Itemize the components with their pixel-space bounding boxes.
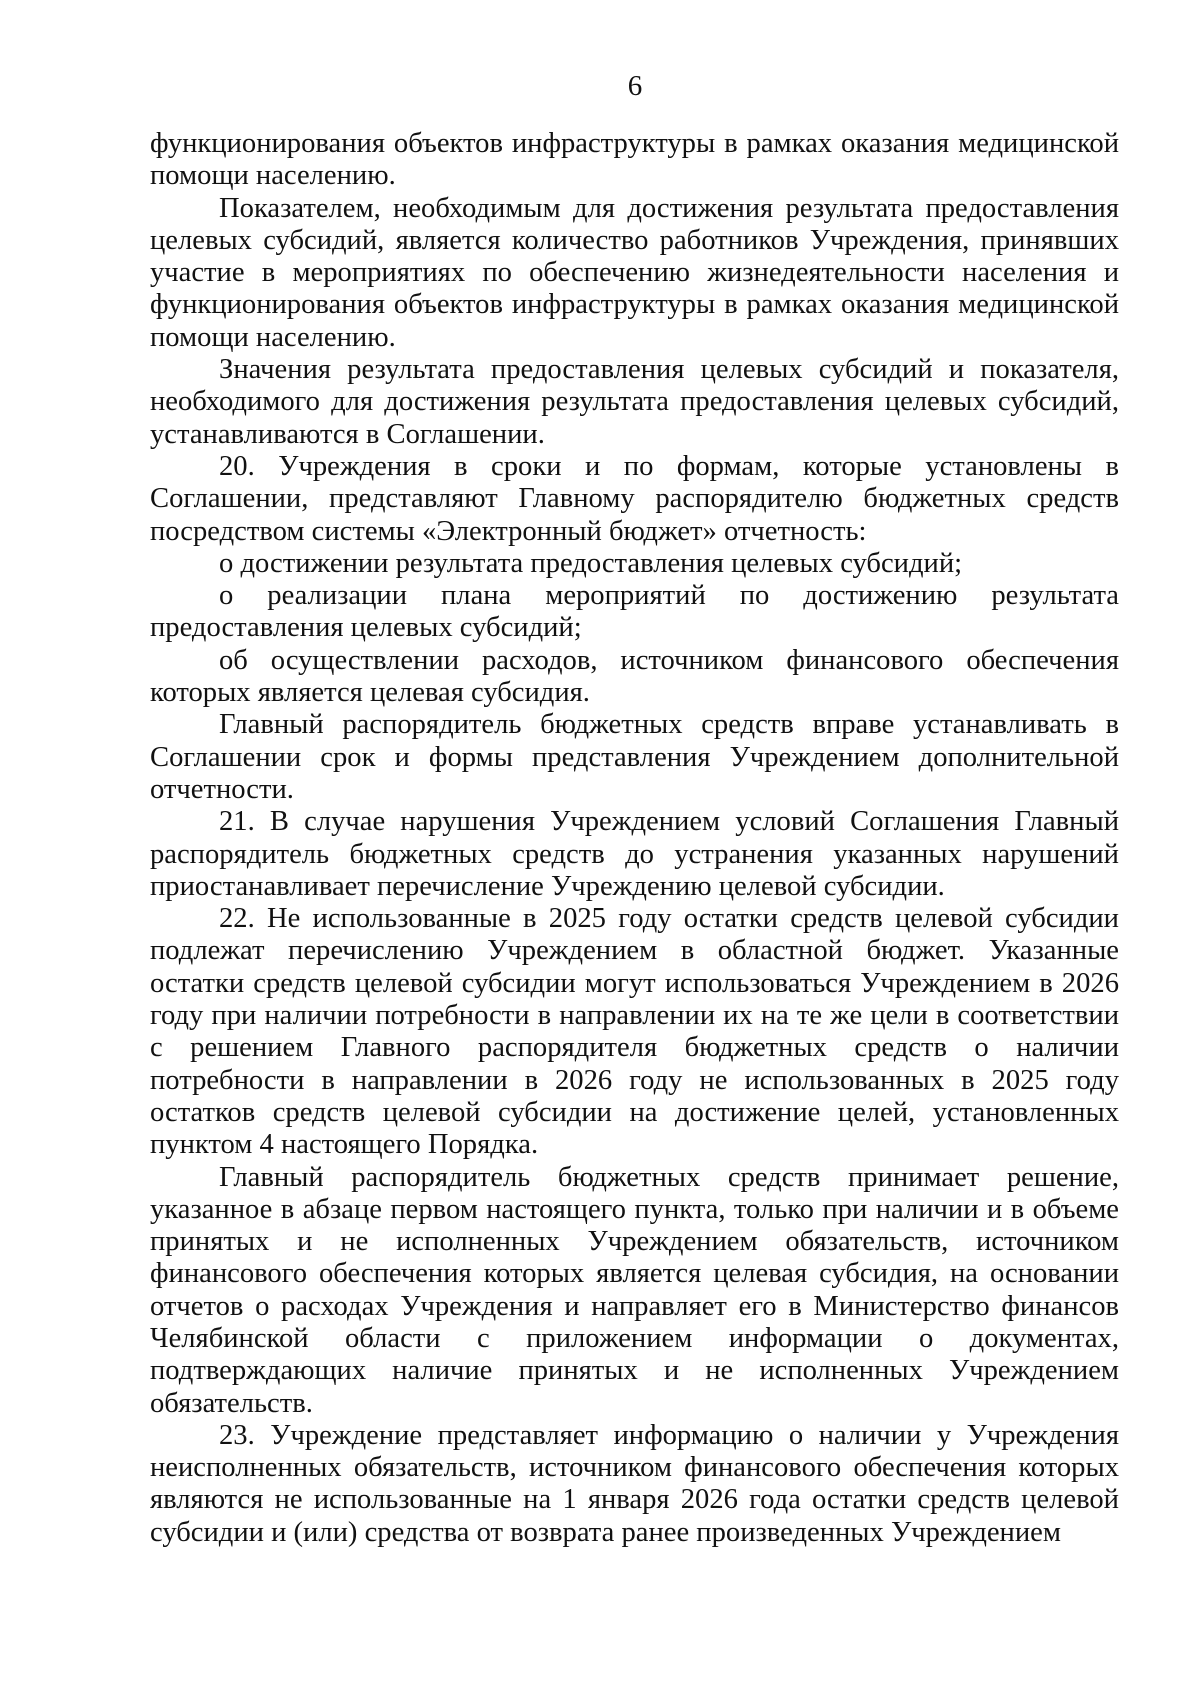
document-body	[150, 128, 1119, 1549]
paragraph-indicator: Показателем, необходимым для достижения результата предоставления целевых субсидий, является количество работников Учреждения, принявших участие в мероприятиях по обеспечению жизнедеятельности населения и функционирования объектов инфраструктуры в рамках оказания медицинской помощи населению.	[150, 192, 1119, 353]
paragraph-clause-20: 20. Учреждения в сроки и по формам, которые установлены в Соглашении, представляют Главному распорядителю бюджетных средств посредством системы «Электронный бюджет» отчетность:	[150, 450, 1119, 547]
paragraph-report-item-1: о достижении результата предоставления целевых субсидий;	[219, 547, 963, 579]
paragraph-clause-21: 21. В случае нарушения Учреждением условий Соглашения Главный распорядитель бюджетных средств до устранения указанных нарушений приостанавливает перечисление Учреждению целевой субсидии.	[150, 806, 1119, 902]
paragraph-clause-23: 23. Учреждение представляет информацию о наличии у Учреждения неисполненных обязательств, источником финансового обеспечения которых являются не использованные на 1 января 2026 года остатки средств целевой субсидии и (или) средства от возврата ранее произведенных Учреждением	[150, 1419, 1119, 1548]
paragraph-values: Значения результата предоставления целевых субсидий и показателя, необходимого для достижения результата предоставления целевых субсидий, устанавливаются в Соглашении.	[150, 354, 1119, 450]
paragraph-clause-22: 22. Не использованные в 2025 году остатки средств целевой субсидии подлежат перечислению Учреждением в областной бюджет. Указанные остатки средств целевой субсидии могут использоваться Учреждением в 2026 году при наличии потребности в направлении их на те же цели в соответствии с решением Главного распорядителя бюджетных средств о наличии потребности в направлении в 2026 году не использованных в 2025 году остатков средств целевой субсидии на достижение целей, установленных пунктом 4 настоящего Порядка.	[150, 903, 1119, 1161]
page-number: 6	[627, 70, 643, 102]
paragraph-report-item-2: о реализации плана мероприятий по достижению результата предоставления целевых субсидий;	[150, 580, 1119, 644]
paragraph-additional-reporting: Главный распорядитель бюджетных средств вправе устанавливать в Соглашении срок и формы представления Учреждением дополнительной отчетности.	[150, 709, 1119, 805]
paragraph-continuation: функционирования объектов инфраструктуры в рамках оказания медицинской помощи населению.	[150, 128, 1119, 192]
paragraph-report-item-3: об осуществлении расходов, источником финансового обеспечения которых является целевая субсидия.	[150, 644, 1119, 709]
paragraph-decision: Главный распорядитель бюджетных средств принимает решение, указанное в абзаце первом настоящего пункта, только при наличии и в объеме принятых и не исполненных Учреждением обязательств, источником финансового обеспечения которых является целевая субсидия, на основании отчетов о расходах Учреждения и направляет его в Министерство финансов Челябинской области с приложением информации о документах, подтверждающих наличие принятых и не исполненных Учреждением обязательств.	[150, 1161, 1119, 1419]
